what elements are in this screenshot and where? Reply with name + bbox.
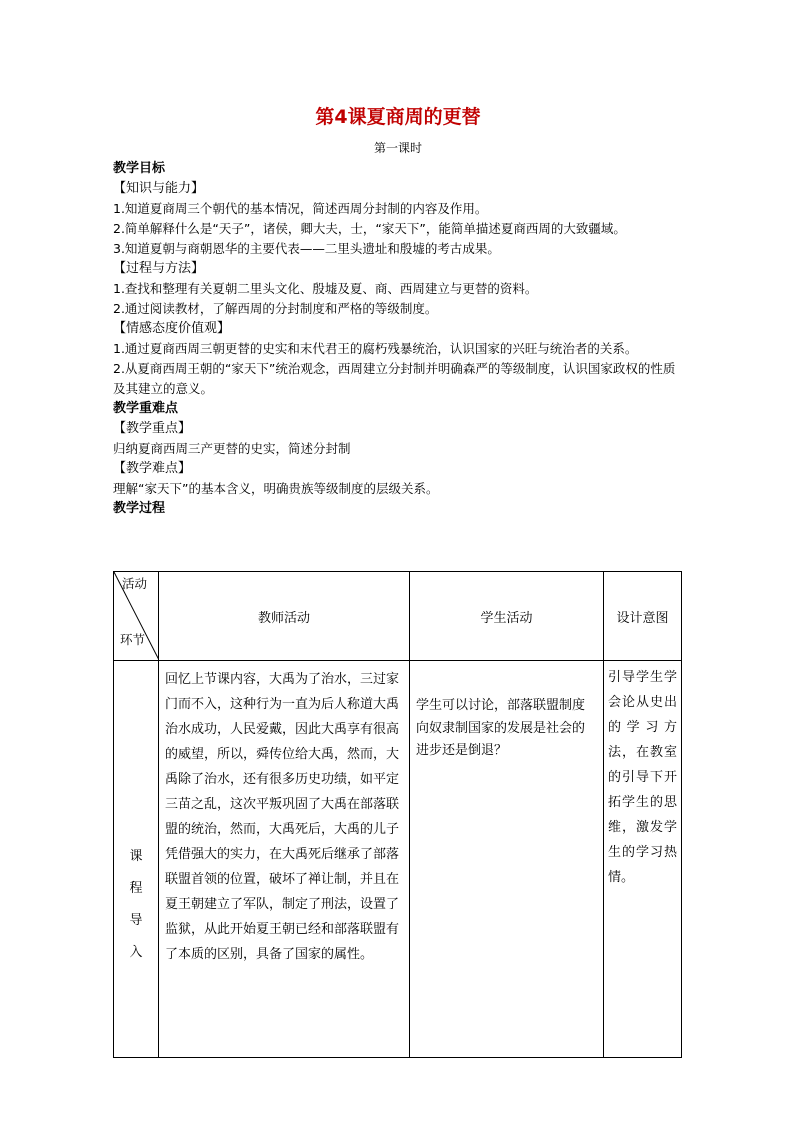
difficulty-label: 【教学难点】 [113,461,192,476]
knowledge-item-1: 1.知道夏商周三个朝代的基本情况，简述西周分封制的内容及作用。 [113,201,488,216]
knowledge-label: 【知识与能力】 [113,181,205,196]
focus-label: 【教学重点】 [113,421,192,436]
emotion-item-1: 1.通过夏商西周三朝更替的史实和末代君王的腐朽残暴统治，认识国家的兴旺与统治者的关系。 [113,341,638,356]
stage-cell [114,661,159,1058]
key-points-heading: 教学重难点 [113,401,179,416]
corner-bottom-label: 环节 [120,632,146,647]
stage-char: 程 [129,881,143,896]
stage-char: 入 [129,945,143,960]
process-item-1: 1.查找和整理有关夏朝二里头文化、殷墟及夏、商、西周建立与更替的资料。 [113,281,538,296]
knowledge-item-2: 2.简单解释什么是“天子”，诸侯，卿大夫，士，“家天下”，能简单描述夏商西周的大致疆域。 [113,221,626,236]
document-title: 第4课夏商周的更替 [315,106,481,128]
goals-heading: 教学目标 [113,161,166,176]
header-teacher: 教师活动 [159,572,410,661]
document-subtitle: 第一课时 [373,141,422,155]
document-page [113,103,683,519]
header-design: 设计意图 [604,572,682,661]
emotion-item-2: 2.从夏商西周王朝的“家天下”统治观念，西周建立分封制并明确森严的等级制度，认识国家政权的性质及其建立的意义。 [113,361,676,396]
teaching-process-table [113,571,682,1058]
knowledge-item-3: 3.知道夏朝与商朝恩华的主要代表——二里头遗址和殷墟的考古成果。 [113,241,500,256]
process-item-2: 2.通过阅读教材，了解西周的分封制度和严格的等级制度。 [113,301,438,316]
table-row [114,661,682,1058]
student-activity-cell: 学生可以讨论，部落联盟制度向奴隶制国家的发展是社会的进步还是倒退？ [410,661,604,1058]
stage-char: 导 [129,913,143,928]
stage-char: 课 [129,849,143,864]
emotion-label: 【情感态度价值观】 [113,321,231,336]
teacher-activity-cell: 回忆上节课内容，大禹为了治水，三过家门而不入，这种行为一直为后人称道大禹治水成功，人民爱戴，因此大禹享有很高的威望，所以，舜传位给大禹，然而，大禹除了治水，还有很多历史功绩，如平定三苗之乱，这次平叛巩固了大禹在部落联盟的统治，然而，大禹死后，大禹的儿子凭借强大的实力，在大禹死后继承了部落联盟首领的位置，破坏了禅让制，并且在夏王朝建立了军队，制定了刑法，设置了监狱，从此开始夏王朝已经和部落联盟有了本质的区别，具备了国家的属性。 [159,661,410,1058]
design-intent-cell: 引导学生学会论从史出的学习方法，在教室的引导下开拓学生的思维，激发学生的学习热情。 [604,661,682,1058]
corner-top-label: 活动 [122,576,148,591]
header-student: 学生活动 [410,572,604,661]
process-label: 【过程与方法】 [113,261,205,276]
table-header-row [114,572,682,661]
corner-cell [114,572,159,661]
process-heading: 教学过程 [113,501,166,516]
difficulty-text: 理解“家天下”的基本含义，明确贵族等级制度的层级关系。 [113,481,439,496]
focus-text: 归纳夏商西周三产更替的史实，简述分封制 [113,441,351,456]
